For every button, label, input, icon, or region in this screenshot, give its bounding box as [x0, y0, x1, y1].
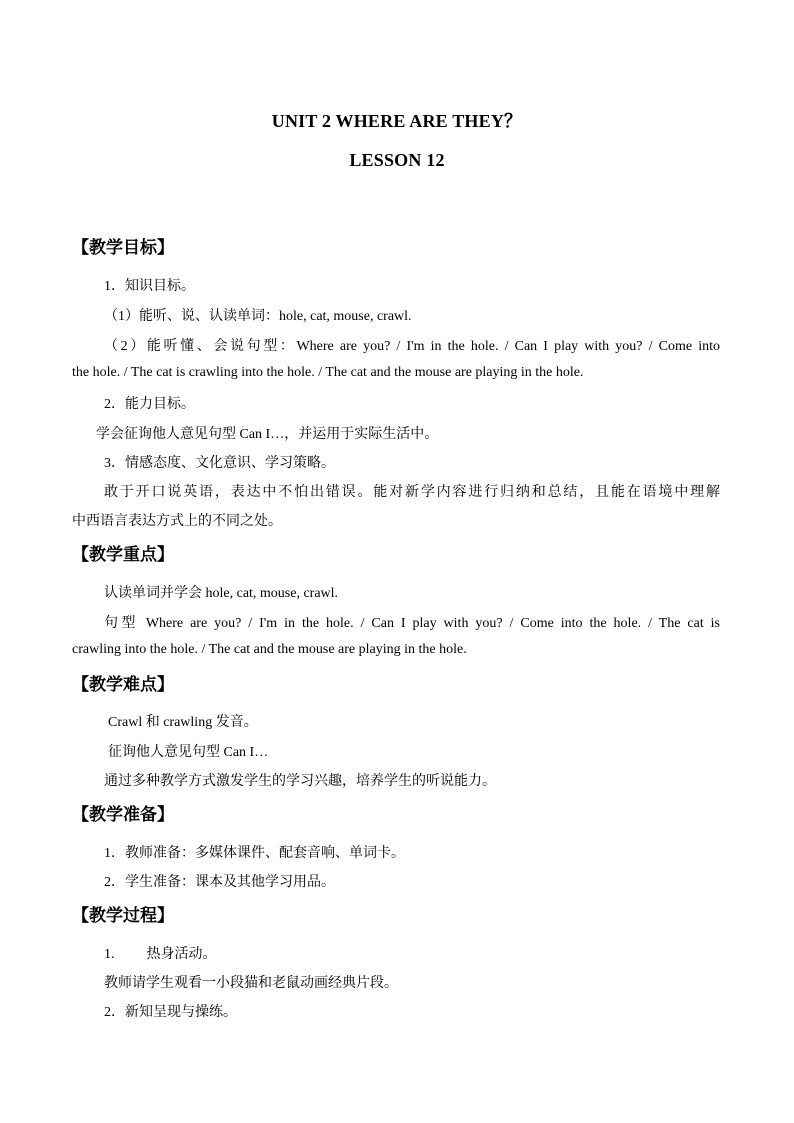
objective-attitude-detail-2: 中西语言表达方式上的不同之处。	[72, 514, 282, 529]
objective-ability-detail: 学会征询他人意见句型 Can I…，并运用于实际生活中。	[96, 427, 439, 442]
objective-attitude-detail-1: 敢于开口说英语，表达中不怕出错误。能对新学内容进行归纳和总结，且能在语境中理解	[104, 485, 720, 500]
preparation-teacher: 1．教师准备：多媒体课件、配套音响、单词卡。	[104, 846, 405, 861]
process-warmup-number: 1.	[104, 947, 115, 962]
process-warmup	[104, 943, 217, 963]
objectives-heading: 【教学目标】	[72, 238, 174, 258]
preparation-heading: 【教学准备】	[72, 805, 174, 825]
objective-knowledge-words: （1）能听、说、认读单词：hole, cat, mouse, crawl.	[104, 309, 412, 324]
difficulty-sentence: 征询他人意见句型 Can I…	[108, 745, 269, 760]
key-point-sentences-2: crawling into the hole. / The cat and the mouse are playing in the hole.	[72, 642, 467, 657]
key-points-heading: 【教学重点】	[72, 545, 174, 565]
difficulties-heading: 【教学难点】	[72, 675, 174, 695]
key-point-words: 认读单词并学会 hole, cat, mouse, crawl.	[104, 586, 339, 601]
process-new-knowledge: 2．新知呈现与操练。	[104, 1005, 237, 1020]
process-warmup-text: 热身活动。	[146, 947, 217, 962]
objective-attitude: 3．情感态度、文化意识、学习策略。	[104, 456, 335, 471]
lesson-title: LESSON 12	[349, 150, 445, 170]
process-heading: 【教学过程】	[72, 906, 174, 926]
objective-knowledge: 1．知识目标。	[104, 279, 195, 294]
unit-title: UNIT 2 WHERE ARE THEY？	[271, 111, 523, 131]
difficulty-pronunciation: Crawl 和 crawling 发音。	[108, 715, 258, 730]
objective-ability: 2．能力目标。	[104, 397, 195, 412]
objective-knowledge-sentences-1: （2）能听懂、会说句型：Where are you? / I'm in the hole. / Can I play with you? / Come into	[104, 339, 720, 354]
objective-knowledge-sentences-2: the hole. / The cat is crawling into the hole. / The cat and the mouse are playing in the hole.	[72, 365, 584, 380]
preparation-student: 2．学生准备：课本及其他学习用品。	[104, 875, 335, 890]
process-warmup-detail: 教师请学生观看一小段猫和老鼠动画经典片段。	[104, 976, 398, 991]
key-point-sentences-1: 句型 Where are you? / I'm in the hole. / Can I play with you? / Come into the hole. / The cat is	[104, 616, 720, 631]
difficulty-method: 通过多种教学方式激发学生的学习兴趣，培养学生的听说能力。	[104, 774, 496, 789]
